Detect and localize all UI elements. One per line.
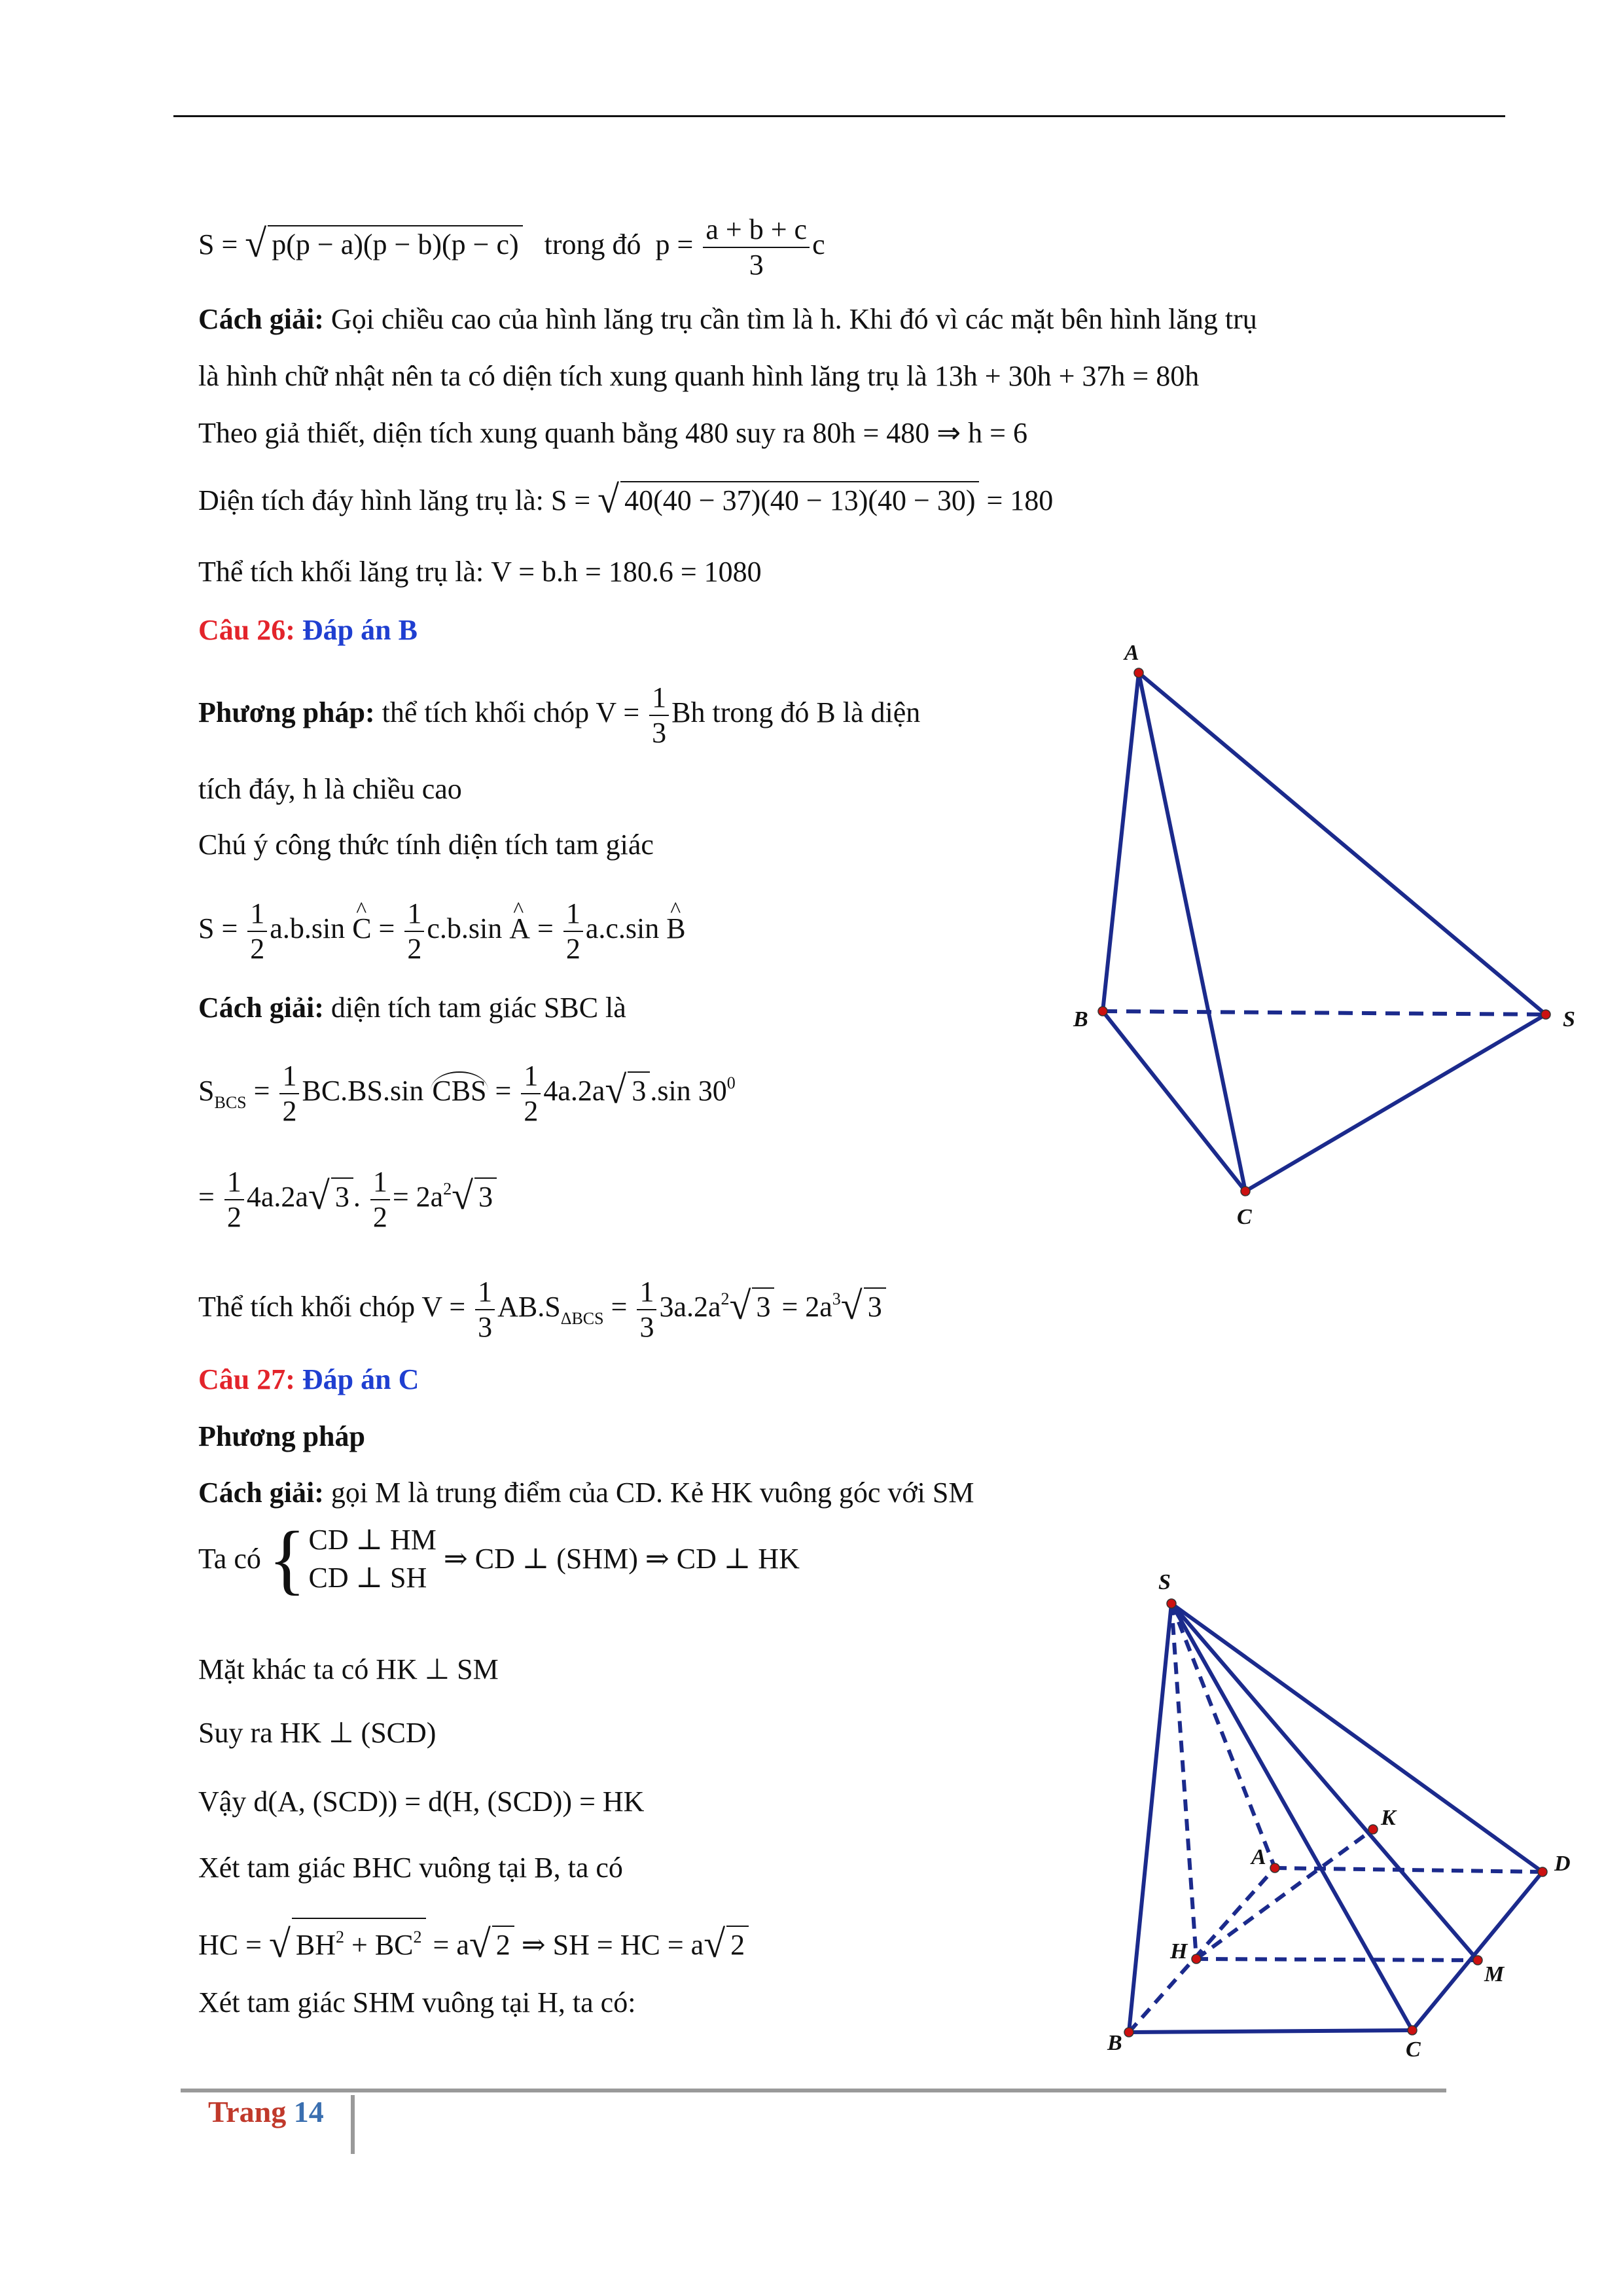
label-c: C <box>1237 1205 1252 1229</box>
edge-sb <box>1129 1604 1171 2032</box>
edge-hk-hidden <box>1196 1829 1373 1959</box>
point-m <box>1473 1956 1482 1965</box>
point-h <box>1192 1954 1201 1964</box>
label-s: S <box>1158 1570 1171 1594</box>
c25-line3: Theo giả thiết, diện tích xung quanh bằng 480 suy ra 80h = 480 ⇒ h = 6 <box>198 417 1027 449</box>
label-d: D <box>1554 1852 1571 1876</box>
edge-cd <box>1412 1872 1543 2030</box>
c25-line4: Diện tích đáy hình lăng trụ là: S = √ 40(40 − 37)(40 − 13)(40 − 30) = 180 <box>198 478 1054 521</box>
figure-pyramid-abcs <box>1060 628 1597 1230</box>
point-b <box>1098 1007 1107 1016</box>
c26-method-line2: tích đáy, h là chiều cao <box>198 773 462 805</box>
footer-divider <box>351 2095 355 2154</box>
edge-bc <box>1129 2030 1412 2032</box>
edge-ab <box>1103 673 1139 1011</box>
edge-ba-hidden <box>1129 1868 1275 2032</box>
edge-sm <box>1171 1604 1478 1960</box>
page-number: Trang 14 <box>208 2095 324 2128</box>
c27-method: Phương pháp <box>198 1420 365 1452</box>
point-a <box>1134 668 1143 677</box>
c27-solution: Cách giải: gọi M là trung điểm của CD. Kẻ HK vuông góc với SM <box>198 1477 974 1509</box>
footer-rule <box>181 2089 1446 2092</box>
c26-volume: Thể tích khối chóp V = $\frac{1}{3}$ $AB.S_{\Delta BCS}$ = $\frac{1}{3}$ $3a.2a^2√$ $3 = 2a^3√$ 3 <box>198 1275 886 1344</box>
point-k <box>1368 1825 1378 1834</box>
point-s <box>1541 1010 1550 1019</box>
c27-heading: Câu 27: Đáp án C <box>198 1363 419 1395</box>
header-rule <box>173 115 1505 117</box>
figure-pyramid-sabcd <box>1099 1564 1597 2068</box>
edge-sc <box>1171 1604 1412 2030</box>
point-c <box>1408 2026 1417 2035</box>
c25-line2: là hình chữ nhật nên ta có diện tích xung quanh hình lăng trụ là 13h + 30h + 37h = 80h <box>198 360 1200 392</box>
label-c: C <box>1406 2037 1421 2062</box>
label-a: A <box>1251 1845 1266 1869</box>
point-a <box>1270 1863 1279 1873</box>
c27-bhc: Xét tam giác BHC vuông tại B, ta có <box>198 1852 623 1884</box>
c25-line1: Cách giải: Gọi chiều cao của hình lăng trụ cần tìm là h. Khi đó vì các mặt bên hình lăng trụ <box>198 303 1257 335</box>
edge-bc <box>1103 1011 1245 1191</box>
label-s: S <box>1563 1007 1575 1031</box>
label-m: M <box>1484 1962 1505 1986</box>
c27-mk: Mặt khác ta có HK ⊥ SM <box>198 1653 499 1685</box>
c26-sbcs: $S_{BCS}$ = $\frac{1}{2}$ BC.BS.sin CBS = $\frac{1}{2}$ 4a.2a√ 3 .sin $30^0$ <box>198 1060 736 1127</box>
edge-bs-hidden <box>1103 1011 1546 1014</box>
c26-method: Phương pháp: thể tích khối chóp V = $\frac{1}{3}$ Bh trong đó B là diện <box>198 681 921 749</box>
point-b <box>1124 2028 1133 2037</box>
c25-line5: Thể tích khối lăng trụ là: V = b.h = 180.6 = 1080 <box>198 556 762 588</box>
c27-system: Ta có {CD ⊥ HM CD ⊥ SH ⇒ CD ⊥ (SHM) ⇒ CD ⊥ HK <box>198 1515 800 1602</box>
c27-vay: Vậy d(A, (SCD)) = d(H, (SCD)) = HK <box>198 1785 645 1818</box>
point-s <box>1167 1599 1176 1608</box>
c26-heading: Câu 26: Đáp án B <box>198 614 418 646</box>
label-a: A <box>1124 641 1139 665</box>
c26-solution: Cách giải: diện tích tam giác SBC là <box>198 992 626 1024</box>
label-b: B <box>1107 2031 1122 2055</box>
edge-sh-hidden <box>1171 1604 1196 1959</box>
c27-shm: Xét tam giác SHM vuông tại H, ta có: <box>198 1986 636 2018</box>
edge-cs <box>1245 1014 1546 1191</box>
heron-formula: S = √ p(p − a)(p − b)(p − c) trong đó p = $\frac{a + b + c}{3}$ c <box>198 213 825 281</box>
point-d <box>1538 1867 1547 1876</box>
c27-hc: HC = √ $BH^2 + BC^2 = a√$ 2 ⇒ SH = HC = a√ 2 <box>198 1918 749 1964</box>
label-h: H <box>1170 1939 1188 1964</box>
edge-hm-hidden <box>1196 1959 1478 1960</box>
point-c <box>1241 1187 1250 1196</box>
label-k: K <box>1381 1806 1396 1830</box>
c27-sr: Suy ra HK ⊥ (SCD) <box>198 1717 437 1749</box>
c26-sbcs-result: = $\frac{1}{2}$ 4a.2a√ 3 . $\frac{1}{2}$ = $2a^2√$ 3 <box>198 1165 497 1234</box>
label-b: B <box>1073 1007 1088 1031</box>
c26-note: Chú ý công thức tính diện tích tam giác <box>198 829 654 861</box>
c26-area-formula: S = $\frac{1}{2}$ a.b.sin ^ C = $\frac{1}{2}$ c.b.sin ^ A = $\frac{1}{2}$ a.c.sin ^ B <box>198 897 686 966</box>
edge-sd <box>1171 1604 1543 1872</box>
